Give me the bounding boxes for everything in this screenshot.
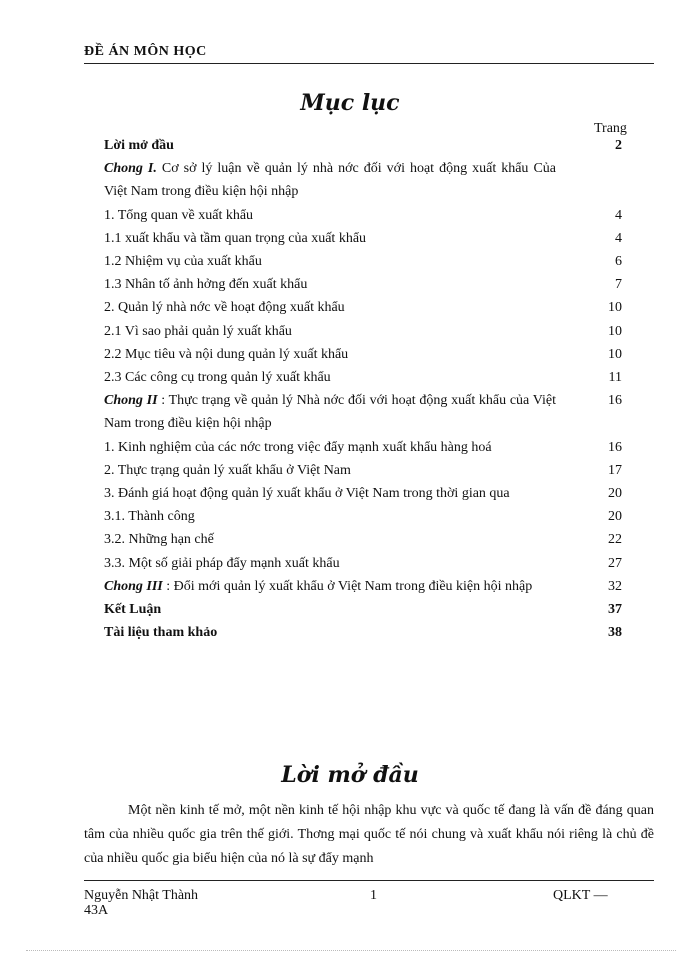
toc-entry-page: 7 <box>615 277 622 293</box>
header-divider <box>84 63 654 64</box>
toc-entry[interactable] <box>104 343 624 366</box>
toc-entry[interactable] <box>104 459 624 482</box>
toc-entry-page: 27 <box>608 555 622 571</box>
toc-entry[interactable] <box>104 320 624 343</box>
chapter-title: Cơ sở lý luận về quản lý nhà nớc đối với hoạt động xuất khẩu Của Việt Nam trong điều kiện hội nhập <box>104 161 556 200</box>
toc-entry-page: 17 <box>608 462 622 478</box>
footer-author-name: Nguyễn Nhật Thành <box>84 888 199 903</box>
toc-entry-page: 16 <box>608 439 622 455</box>
toc-entry-text: 2.3 Các công cụ trong quản lý xuất khẩu <box>104 370 331 386</box>
toc-entry-text: 3.1. Thành công <box>104 509 195 525</box>
toc-entry-page: 20 <box>608 509 622 525</box>
toc-entry[interactable] <box>104 227 624 250</box>
toc-entry-text: 1. Kinh nghiệm của các nớc trong việc đẩy mạnh xuất khẩu hàng hoá <box>104 439 492 455</box>
toc-entry-page: 38 <box>608 625 622 641</box>
toc-entry-references[interactable] <box>104 621 624 644</box>
chapter-title: : Thực trạng về quản lý Nhà nớc đối với hoạt động xuất khẩu của Việt Nam trong điều kiện hội nhập <box>104 393 556 432</box>
page-break-line <box>26 950 676 951</box>
toc-entry-text: 2. Thực trạng quản lý xuất khẩu ở Việt Nam <box>104 462 351 478</box>
toc-entry-text: 1.2 Nhiệm vụ của xuất khẩu <box>104 254 262 270</box>
toc-page-column-label: Trang <box>594 121 627 136</box>
toc-entry-text: 3.3. Một số giải pháp đẩy mạnh xuất khẩu <box>104 555 340 571</box>
table-of-contents <box>104 134 624 644</box>
toc-entry-text: Kết Luận <box>104 602 162 618</box>
toc-entry-text: 1.1 xuất khẩu và tầm quan trọng của xuất khẩu <box>104 230 367 246</box>
toc-entry-text: Tài liệu tham khảo <box>104 625 218 641</box>
toc-entry-conclusion[interactable] <box>104 598 624 621</box>
chapter-label: Chong II <box>104 393 158 409</box>
toc-entry-text: 1.3 Nhân tố ảnh hởng đến xuất khẩu <box>104 277 308 293</box>
footer-divider <box>84 880 654 881</box>
toc-entry-page: 32 <box>608 578 622 594</box>
toc-entry[interactable] <box>104 436 624 459</box>
toc-entry-text <box>104 575 556 598</box>
toc-entry-page: 20 <box>608 486 622 502</box>
toc-entry-page: 11 <box>608 370 622 386</box>
toc-entry-page: 16 <box>608 393 622 409</box>
toc-entry-chapter-2[interactable] <box>104 389 624 435</box>
toc-entry-page: 2 <box>615 138 622 153</box>
toc-entry-page: 6 <box>615 254 622 270</box>
toc-entry-text <box>104 157 556 203</box>
toc-entry-intro[interactable] <box>104 134 624 157</box>
intro-title: Lời mở đầu <box>281 762 419 788</box>
toc-entry-text: 2.1 Vì sao phải quản lý xuất khẩu <box>104 323 292 339</box>
toc-entry-chapter-1[interactable] <box>104 157 624 203</box>
toc-entry-text: 1. Tổng quan về xuất khẩu <box>104 207 254 223</box>
intro-paragraph: Một nền kinh tế mở, một nền kinh tế hội nhập khu vực và quốc tế đang là vấn đề đáng quan tâm của nhiều quốc gia trên thế giới. Thơng mại quốc tế nói chung và xuất khẩu nói riêng là chủ đề của nhiều quốc gia biểu hiện của nó là sự đẩy mạnh <box>84 803 654 866</box>
chapter-label: Chong I. <box>104 161 157 177</box>
toc-entry[interactable] <box>104 296 624 319</box>
toc-entry-page: 37 <box>608 602 622 618</box>
toc-entry[interactable] <box>104 528 624 551</box>
toc-entry[interactable] <box>104 273 624 296</box>
toc-entry-text <box>104 389 556 435</box>
toc-entry[interactable] <box>104 482 624 505</box>
toc-entry-page: 4 <box>615 207 622 223</box>
toc-entry[interactable] <box>104 250 624 273</box>
toc-entry-page: 10 <box>608 346 622 362</box>
toc-entry-text: 3. Đánh giá hoạt động quản lý xuất khẩu ở Việt Nam trong thời gian qua <box>104 486 510 502</box>
toc-entry[interactable] <box>104 366 624 389</box>
document-header: ĐỀ ÁN MÔN HỌC <box>84 44 207 59</box>
toc-entry-page: 22 <box>608 532 622 548</box>
toc-entry-text: 2. Quản lý nhà nớc về hoạt động xuất khẩu <box>104 300 345 316</box>
toc-entry[interactable] <box>104 552 624 575</box>
toc-title: Mục lục <box>300 90 400 116</box>
toc-entry[interactable] <box>104 505 624 528</box>
toc-entry-text: 3.2. Những hạn chế <box>104 532 214 548</box>
footer-author-class: 43A <box>84 903 109 918</box>
toc-entry-text: 2.2 Mục tiêu và nội dung quản lý xuất khẩu <box>104 346 349 362</box>
toc-entry-page: 10 <box>608 300 622 316</box>
footer-class: QLKT — <box>553 888 608 903</box>
toc-entry-page: 10 <box>608 323 622 339</box>
toc-entry-text: Lời mở đầu <box>104 138 174 153</box>
toc-entry-page: 4 <box>615 230 622 246</box>
footer-author <box>84 888 198 918</box>
toc-entry-chapter-3[interactable] <box>104 575 624 598</box>
footer-page-number: 1 <box>370 888 377 903</box>
toc-entry[interactable] <box>104 204 624 227</box>
chapter-label: Chong III <box>104 578 163 594</box>
chapter-title: : Đổi mới quản lý xuất khẩu ở Việt Nam trong điều kiện hội nhập <box>162 578 533 594</box>
